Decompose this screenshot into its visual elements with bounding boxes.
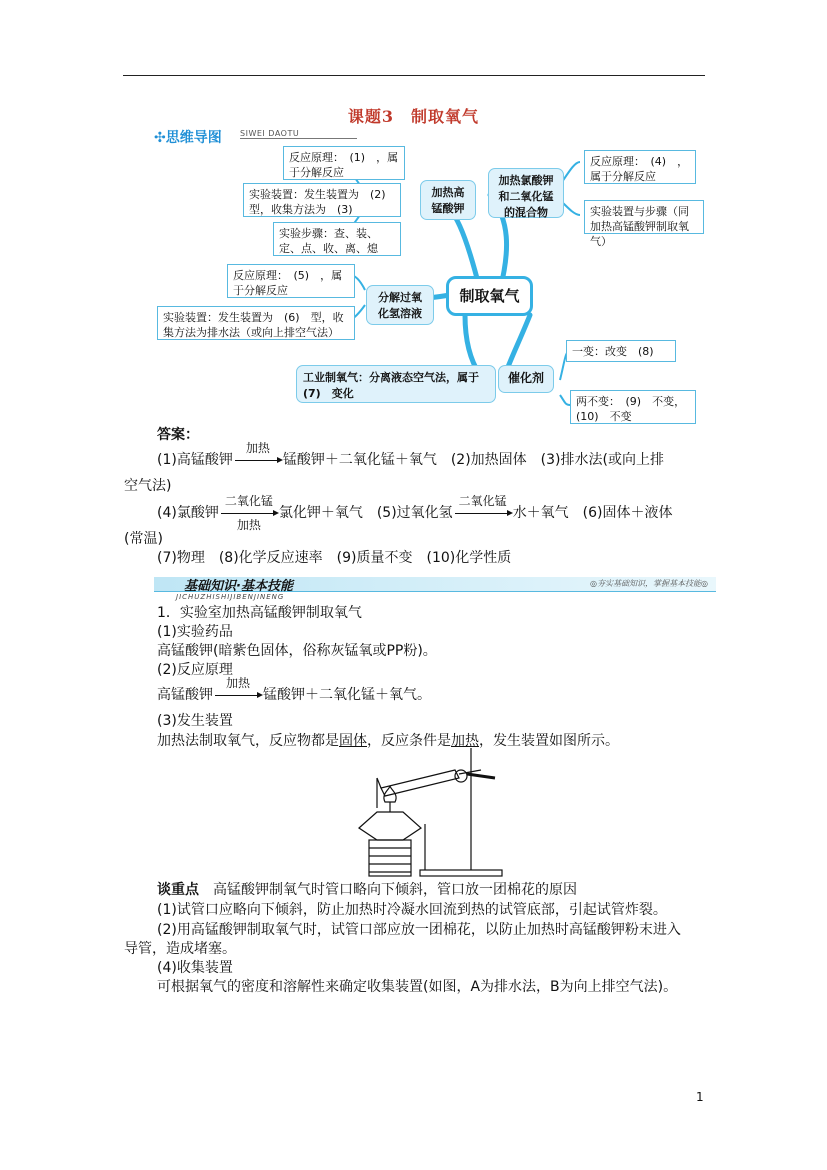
section-banner bbox=[154, 573, 716, 601]
mm-box-9: 两不变： (9) 不变， (10) 不变 bbox=[570, 390, 696, 424]
mm-cat-kmno4: 加热高锰酸钾 bbox=[420, 180, 476, 220]
paragraph: 导管，造成堵塞。 bbox=[124, 941, 236, 957]
mm-cat-kclo3: 加热氯酸钾和二氧化锰的混合物 bbox=[488, 168, 564, 218]
mm-cat-industrial: 工业制氧气：分离液态空气法，属于 (7) 变化 bbox=[296, 365, 496, 403]
mindmap-tag: SIWEI DAOTU bbox=[240, 129, 357, 139]
answer-line-2: (4)氯酸钾 二氧化锰 加热 氯化钾＋氧气 (5)过氧化氢 二氧化锰 水＋氧气 (6)固体＋液体 bbox=[157, 494, 673, 532]
banner-subtitle: JICHUZHISHIJIBENJINENG bbox=[176, 593, 285, 601]
mindmap-heading: ✣思维导图 bbox=[154, 130, 222, 146]
apparatus-illustration bbox=[355, 748, 505, 880]
banner-note: ◎夯实基础知识，掌握基本技能◎ bbox=[590, 579, 708, 588]
mm-box-4: 反应原理： (4) ，属于分解反应 bbox=[584, 150, 696, 184]
paragraph: 可根据氧气的密度和溶解性来确定收集装置(如图，A为排水法，B为向上排空气法)。 bbox=[157, 979, 678, 995]
answer-line-1: (1)高锰酸钾 加热 锰酸钾＋二氧化锰＋氧气 (2)加热固体 (3)排水法(或向上排 bbox=[157, 441, 664, 468]
page-title: 课题3 制取氧气 bbox=[347, 107, 480, 126]
page-number: 1 bbox=[696, 1090, 704, 1104]
answer-line-3: (7)物理 (8)化学反应速率 (9)质量不变 (10)化学性质 bbox=[157, 550, 512, 566]
sub-heading: (4)收集装置 bbox=[157, 960, 233, 976]
sub-heading: (1)实验药品 bbox=[157, 624, 233, 640]
mm-box-2: 实验装置：发生装置为 (2) 型，收集方法为 (3) bbox=[243, 183, 401, 217]
mm-box-3: 实验步骤：查、装、定、点、收、离、熄 bbox=[273, 222, 401, 256]
paragraph: (2)用高锰酸钾制取氧气时，试管口部应放一团棉花，以防止加热时高锰酸钾粉末进入 bbox=[157, 922, 681, 938]
answer-line-2-cont: (常温) bbox=[124, 531, 163, 547]
mm-box-8: 一变：改变 (8) bbox=[566, 340, 676, 362]
paragraph: 高锰酸钾(暗紫色固体，俗称灰锰氧或PP粉)。 bbox=[157, 643, 437, 659]
mm-cat-catalyst: 催化剂 bbox=[498, 365, 554, 393]
section-heading: 1．实验室加热高锰酸钾制取氧气 bbox=[157, 605, 362, 621]
header-rule bbox=[123, 75, 705, 76]
paragraph: (1)试管口应略向下倾斜，防止加热时冷凝水回流到热的试管底部，引起试管炸裂。 bbox=[157, 902, 667, 918]
reaction-arrow: 加热 bbox=[235, 450, 281, 470]
mm-box-6: 反应原理： (5) ，属于分解反应 bbox=[227, 264, 355, 298]
reaction-arrow: 二氧化锰 加热 bbox=[221, 503, 277, 523]
banner-title: 基础知识·基本技能 bbox=[184, 579, 293, 594]
answer-line-1-cont: 空气法) bbox=[124, 478, 172, 494]
reaction-arrow: 二氧化锰 bbox=[455, 503, 511, 523]
reaction-arrow: 加热 bbox=[215, 685, 261, 705]
answers-label: 答案： bbox=[157, 427, 199, 443]
paragraph: 加热法制取氧气，反应物都是固体，反应条件是加热，发生装置如图所示。 bbox=[157, 733, 619, 749]
mm-box-7: 实验装置：发生装置为 (6) 型，收集方法为排水法（或向上排空气法） bbox=[157, 306, 355, 340]
sub-heading: (2)反应原理 bbox=[157, 662, 233, 678]
mm-cat-h2o2: 分解过氧化氢溶液 bbox=[366, 285, 434, 325]
equation-line: 高锰酸钾 加热 锰酸钾＋二氧化锰＋氧气。 bbox=[157, 676, 431, 703]
sub-heading: (3)发生装置 bbox=[157, 713, 233, 729]
mm-center: 制取氧气 bbox=[446, 276, 533, 316]
mm-box-5: 实验装置与步骤（同加热高锰酸钾制取氧气） bbox=[584, 200, 704, 234]
key-point: 谈重点 高锰酸钾制氧气时管口略向下倾斜，管口放一团棉花的原因 bbox=[157, 882, 577, 898]
mm-box-1: 反应原理： (1) ，属于分解反应 bbox=[283, 146, 405, 180]
